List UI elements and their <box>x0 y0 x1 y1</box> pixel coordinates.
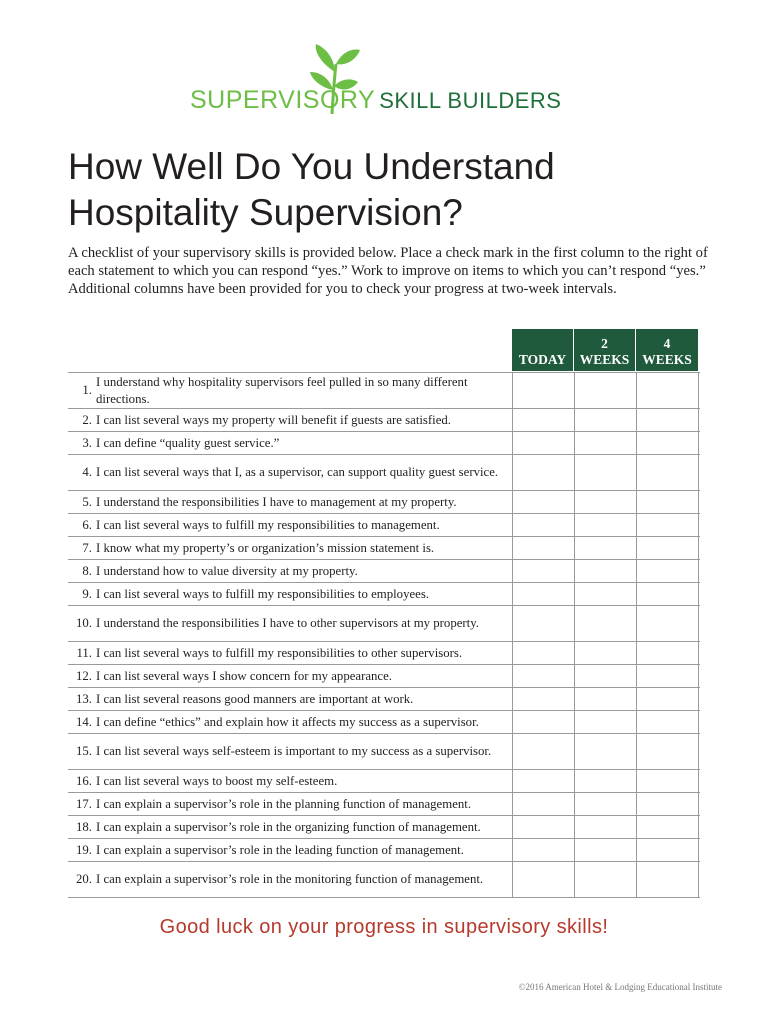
checklist-table <box>68 372 700 898</box>
item-text: I can explain a supervisor’s role in the monitoring function of management. <box>96 872 484 887</box>
item-number: 17. <box>76 796 92 811</box>
check-cell-today[interactable] <box>512 734 574 769</box>
page-title: How Well Do You Understand Hospitality Supervision? <box>68 146 555 233</box>
check-cell-2-weeks[interactable] <box>574 665 636 687</box>
check-cell-2-weeks[interactable] <box>574 688 636 710</box>
check-cell-4-weeks[interactable] <box>636 793 699 815</box>
item-text: I can list several ways to boost my self-esteem. <box>96 773 338 788</box>
check-cell-2-weeks[interactable] <box>574 642 636 664</box>
item-text: I can list several ways to fulfill my responsibilities to other supervisors. <box>96 645 463 660</box>
item-text: I can list several ways to fulfill my responsibilities to employees. <box>96 586 430 601</box>
copyright-footer: ©2016 American Hotel & Lodging Educational Institute <box>518 982 722 992</box>
check-cell-4-weeks[interactable] <box>636 734 699 769</box>
check-cell-4-weeks[interactable] <box>636 455 699 490</box>
check-cell-2-weeks[interactable] <box>574 711 636 733</box>
checklist-statement <box>68 432 512 454</box>
check-cell-2-weeks[interactable] <box>574 373 636 408</box>
checklist-statement <box>68 711 512 733</box>
checklist-row <box>68 373 700 409</box>
check-cell-today[interactable] <box>512 793 574 815</box>
column-header-2-weeks <box>574 329 636 371</box>
logo-word-supervisory: SUPERVISORY <box>190 86 376 114</box>
check-cell-today[interactable] <box>512 816 574 838</box>
check-cell-2-weeks[interactable] <box>574 409 636 431</box>
column-header-top: 4 <box>663 336 671 351</box>
checklist-statement <box>68 491 512 513</box>
check-cell-4-weeks[interactable] <box>636 432 699 454</box>
item-number: 14. <box>76 714 92 729</box>
item-text: I can list several ways that I, as a supervisor, can support quality guest service. <box>96 465 499 480</box>
checklist-statement <box>68 839 512 861</box>
checklist-row <box>68 793 700 816</box>
check-cell-today[interactable] <box>512 642 574 664</box>
item-text: I understand the responsibilities I have to management at my property. <box>96 494 457 509</box>
column-header-bottom: TODAY <box>518 352 567 367</box>
check-cell-2-weeks[interactable] <box>574 432 636 454</box>
check-cell-today[interactable] <box>512 373 574 408</box>
check-cell-2-weeks[interactable] <box>574 734 636 769</box>
item-text: I can list several ways to fulfill my responsibilities to management. <box>96 517 440 532</box>
check-cell-2-weeks[interactable] <box>574 455 636 490</box>
item-number: 12. <box>76 668 92 683</box>
item-number: 8. <box>82 563 92 578</box>
item-number: 13. <box>76 691 92 706</box>
check-cell-4-weeks[interactable] <box>636 409 699 431</box>
item-text: I can list several ways self-esteem is important to my success as a supervisor. <box>96 744 492 759</box>
check-cell-today[interactable] <box>512 583 574 605</box>
column-header-bottom: WEEKS <box>642 352 692 367</box>
checklist-row <box>68 711 700 734</box>
check-cell-2-weeks[interactable] <box>574 560 636 582</box>
check-cell-4-weeks[interactable] <box>636 816 699 838</box>
item-number: 19. <box>76 842 92 857</box>
check-cell-today[interactable] <box>512 409 574 431</box>
check-cell-today[interactable] <box>512 688 574 710</box>
check-cell-4-weeks[interactable] <box>636 665 699 687</box>
check-cell-4-weeks[interactable] <box>636 560 699 582</box>
column-header-4-weeks <box>636 329 698 371</box>
check-cell-2-weeks[interactable] <box>574 583 636 605</box>
item-number: 16. <box>76 773 92 788</box>
checklist-row <box>68 770 700 793</box>
checklist-row <box>68 455 700 491</box>
checklist-row <box>68 432 700 455</box>
checklist-row <box>68 409 700 432</box>
checklist-statement <box>68 373 512 408</box>
check-cell-today[interactable] <box>512 606 574 641</box>
item-number: 2. <box>82 412 92 427</box>
check-cell-4-weeks[interactable] <box>636 711 699 733</box>
check-cell-4-weeks[interactable] <box>636 537 699 559</box>
item-number: 1. <box>82 383 92 398</box>
logo-wordmark <box>190 86 561 115</box>
item-text: I can list several reasons good manners are important at work. <box>96 691 414 706</box>
check-cell-4-weeks[interactable] <box>636 583 699 605</box>
item-text: I understand why hospitality supervisors feel pulled in so many different directions. <box>96 375 468 406</box>
check-cell-4-weeks[interactable] <box>636 688 699 710</box>
item-text: I can explain a supervisor’s role in the organizing function of management. <box>96 819 481 834</box>
intro-paragraph: A checklist of your supervisory skills is provided below. Place a check mark in the first column to the right of each statement to which you can respond “yes.” Work to improve on items to which you can’t respond “yes.” Additional columns have been provided for you to check your progress at two-week intervals. <box>68 245 708 298</box>
checklist-row <box>68 491 700 514</box>
check-cell-today[interactable] <box>512 839 574 861</box>
check-cell-2-weeks[interactable] <box>574 537 636 559</box>
item-text: I can define “ethics” and explain how it affects my success as a supervisor. <box>96 714 479 729</box>
checklist-row <box>68 816 700 839</box>
item-number: 11. <box>76 645 92 660</box>
item-number: 6. <box>82 517 92 532</box>
item-number: 4. <box>82 465 92 480</box>
checklist-statement <box>68 770 512 792</box>
check-cell-today[interactable] <box>512 537 574 559</box>
check-cell-2-weeks[interactable] <box>574 816 636 838</box>
check-cell-2-weeks[interactable] <box>574 862 636 897</box>
check-cell-today[interactable] <box>512 711 574 733</box>
item-number: 5. <box>82 494 92 509</box>
checklist-row <box>68 642 700 665</box>
checklist-statement <box>68 816 512 838</box>
checklist-statement <box>68 862 512 897</box>
item-text: I can list several ways my property will benefit if guests are satisfied. <box>96 412 452 427</box>
checklist-row <box>68 514 700 537</box>
column-header-today <box>512 329 574 371</box>
check-cell-today[interactable] <box>512 862 574 897</box>
logo-word-skill-builders: SKILL BUILDERS <box>379 88 562 113</box>
checklist-row <box>68 688 700 711</box>
item-number: 9. <box>82 586 92 601</box>
check-cell-today[interactable] <box>512 514 574 536</box>
item-text: I can explain a supervisor’s role in the leading function of management. <box>96 842 464 857</box>
check-cell-2-weeks[interactable] <box>574 514 636 536</box>
item-text: I understand the responsibilities I have to other supervisors at my property. <box>96 616 479 631</box>
check-cell-4-weeks[interactable] <box>636 770 699 792</box>
logo <box>190 42 562 122</box>
checklist-statement <box>68 734 512 769</box>
check-cell-2-weeks[interactable] <box>574 606 636 641</box>
item-text: I can explain a supervisor’s role in the planning function of management. <box>96 796 472 811</box>
item-number: 7. <box>82 540 92 555</box>
checklist-row <box>68 665 700 688</box>
column-header-top: 2 <box>601 336 608 351</box>
column-header-bottom: WEEKS <box>579 352 630 367</box>
checklist-statement <box>68 583 512 605</box>
checklist-row <box>68 862 700 898</box>
item-text: I know what my property’s or organization’s mission statement is. <box>96 540 435 555</box>
check-cell-today[interactable] <box>512 770 574 792</box>
check-cell-4-weeks[interactable] <box>636 491 699 513</box>
check-cell-today[interactable] <box>512 560 574 582</box>
item-text: I understand how to value diversity at my property. <box>96 563 358 578</box>
check-cell-2-weeks[interactable] <box>574 793 636 815</box>
item-number: 20. <box>76 872 92 887</box>
check-cell-today[interactable] <box>512 491 574 513</box>
checklist-statement <box>68 642 512 664</box>
check-cell-today[interactable] <box>512 455 574 490</box>
checklist-statement <box>68 537 512 559</box>
checklist-statement <box>68 409 512 431</box>
check-cell-4-weeks[interactable] <box>636 514 699 536</box>
checklist-row <box>68 839 700 862</box>
check-cell-4-weeks[interactable] <box>636 862 699 897</box>
checklist-statement <box>68 688 512 710</box>
checklist-row <box>68 734 700 770</box>
checklist-row <box>68 537 700 560</box>
checklist-row <box>68 583 700 606</box>
item-text: I can define “quality guest service.” <box>96 435 280 450</box>
item-number: 3. <box>82 435 92 450</box>
item-number: 15. <box>76 744 92 759</box>
check-cell-4-weeks[interactable] <box>636 606 699 641</box>
check-cell-2-weeks[interactable] <box>574 770 636 792</box>
checklist-statement <box>68 606 512 641</box>
checklist-statement <box>68 560 512 582</box>
check-cell-4-weeks[interactable] <box>636 642 699 664</box>
item-number: 10. <box>76 616 92 631</box>
check-cell-today[interactable] <box>512 432 574 454</box>
checklist-statement <box>68 455 512 490</box>
item-number: 18. <box>76 819 92 834</box>
checklist-column-headers <box>512 329 698 371</box>
checklist-row <box>68 560 700 583</box>
check-cell-2-weeks[interactable] <box>574 491 636 513</box>
closing-message: Good luck on your progress in supervisory skills! <box>159 916 609 938</box>
check-cell-4-weeks[interactable] <box>636 839 699 861</box>
check-cell-4-weeks[interactable] <box>636 373 699 408</box>
checklist-statement <box>68 665 512 687</box>
checklist-statement <box>68 793 512 815</box>
check-cell-today[interactable] <box>512 665 574 687</box>
item-text: I can list several ways I show concern for my appearance. <box>96 668 392 683</box>
checklist-row <box>68 606 700 642</box>
check-cell-2-weeks[interactable] <box>574 839 636 861</box>
checklist-statement <box>68 514 512 536</box>
